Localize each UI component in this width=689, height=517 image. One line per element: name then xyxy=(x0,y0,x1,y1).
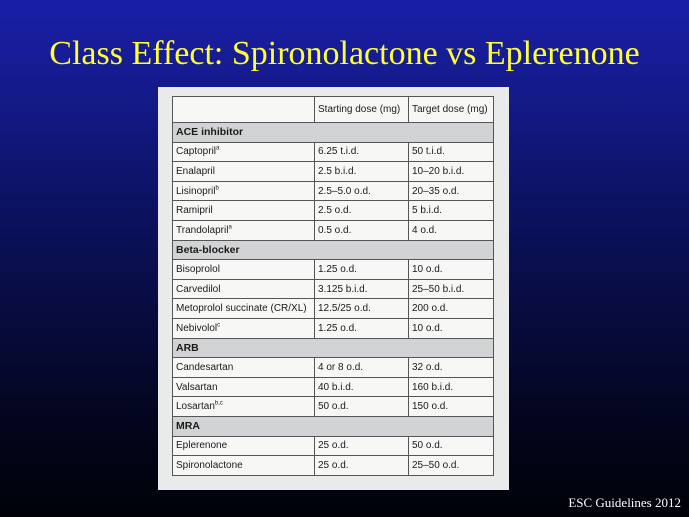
target-dose-cell: 160 b.i.d. xyxy=(409,377,494,397)
drug-cell xyxy=(173,436,315,456)
table-row xyxy=(173,318,494,338)
drug-name: Nebivolol xyxy=(176,322,218,334)
drug-name: Carvedilol xyxy=(176,283,221,295)
footnote-marker: a xyxy=(228,224,232,231)
drug-cell xyxy=(173,279,315,299)
header-target-dose: Target dose (mg) xyxy=(409,97,494,123)
drug-cell xyxy=(173,456,315,476)
header-starting-dose: Starting dose (mg) xyxy=(315,97,409,123)
target-dose-cell: 10–20 b.i.d. xyxy=(409,162,494,182)
starting-dose-cell: 2.5 b.i.d. xyxy=(315,162,409,182)
target-dose-cell: 25–50 b.i.d. xyxy=(409,279,494,299)
table-row xyxy=(173,181,494,201)
starting-dose-cell: 25 o.d. xyxy=(315,456,409,476)
drug-cell xyxy=(173,162,315,182)
footnote-marker: c xyxy=(217,322,221,329)
starting-dose-cell: 1.25 o.d. xyxy=(315,260,409,280)
drug-cell xyxy=(173,142,315,162)
footnote-marker: b,c xyxy=(214,400,223,407)
drug-cell xyxy=(173,377,315,397)
target-dose-cell: 4 o.d. xyxy=(409,220,494,240)
drug-name: Ramipril xyxy=(176,205,213,217)
drug-cell xyxy=(173,358,315,378)
dose-table xyxy=(172,96,494,476)
header-drug xyxy=(173,97,315,123)
drug-name: Candesartan xyxy=(176,361,234,373)
drug-cell xyxy=(173,220,315,240)
drug-name: Losartan xyxy=(176,401,215,413)
drug-name: Trandolapril xyxy=(176,224,229,236)
drug-cell xyxy=(173,318,315,338)
target-dose-cell: 50 t.i.d. xyxy=(409,142,494,162)
drug-name: Enalapril xyxy=(176,165,215,177)
starting-dose-cell: 2.5 o.d. xyxy=(315,201,409,221)
drug-name: Lisinopril xyxy=(176,185,216,197)
starting-dose-cell: 25 o.d. xyxy=(315,436,409,456)
starting-dose-cell: 50 o.d. xyxy=(315,397,409,417)
drug-name: Captopril xyxy=(176,146,217,158)
starting-dose-cell: 6.25 t.i.d. xyxy=(315,142,409,162)
section-row xyxy=(173,240,494,260)
section-row xyxy=(173,416,494,436)
table-row xyxy=(173,358,494,378)
section-label: MRA xyxy=(173,416,494,436)
table-row xyxy=(173,436,494,456)
drug-cell xyxy=(173,201,315,221)
starting-dose-cell: 3.125 b.i.d. xyxy=(315,279,409,299)
drug-cell xyxy=(173,397,315,417)
table-row xyxy=(173,279,494,299)
section-label: ARB xyxy=(173,338,494,358)
footnote-marker: a xyxy=(216,146,220,153)
starting-dose-cell: 4 or 8 o.d. xyxy=(315,358,409,378)
table-row xyxy=(173,142,494,162)
drug-name: Spironolactone xyxy=(176,459,243,471)
drug-cell xyxy=(173,299,315,319)
section-label: Beta-blocker xyxy=(173,240,494,260)
target-dose-cell: 20–35 o.d. xyxy=(409,181,494,201)
drug-name: Metoprolol succinate (CR/XL) xyxy=(176,303,307,315)
target-dose-cell: 5 b.i.d. xyxy=(409,201,494,221)
starting-dose-cell: 0.5 o.d. xyxy=(315,220,409,240)
section-label: ACE inhibitor xyxy=(173,123,494,143)
drug-cell xyxy=(173,181,315,201)
dose-table-image xyxy=(158,87,509,490)
target-dose-cell: 32 o.d. xyxy=(409,358,494,378)
table-header-row xyxy=(173,97,494,123)
section-row xyxy=(173,123,494,143)
drug-cell xyxy=(173,260,315,280)
target-dose-cell: 200 o.d. xyxy=(409,299,494,319)
starting-dose-cell: 2.5–5.0 o.d. xyxy=(315,181,409,201)
citation: ESC Guidelines 2012 xyxy=(568,495,681,510)
drug-name: Bisoprolol xyxy=(176,263,220,275)
slide-title: Class Effect: Spironolactone vs Eplerenone xyxy=(49,35,640,72)
starting-dose-cell: 40 b.i.d. xyxy=(315,377,409,397)
target-dose-cell: 50 o.d. xyxy=(409,436,494,456)
target-dose-cell: 150 o.d. xyxy=(409,397,494,417)
table-row xyxy=(173,260,494,280)
target-dose-cell: 25–50 o.d. xyxy=(409,456,494,476)
table-row xyxy=(173,397,494,417)
section-row xyxy=(173,338,494,358)
starting-dose-cell: 12.5/25 o.d. xyxy=(315,299,409,319)
table-row xyxy=(173,456,494,476)
table-row xyxy=(173,162,494,182)
table-body xyxy=(173,123,494,476)
table-row xyxy=(173,201,494,221)
table-row xyxy=(173,299,494,319)
target-dose-cell: 10 o.d. xyxy=(409,260,494,280)
drug-name: Eplerenone xyxy=(176,440,228,452)
drug-name: Valsartan xyxy=(176,381,218,393)
table-row xyxy=(173,377,494,397)
table-row xyxy=(173,220,494,240)
starting-dose-cell: 1.25 o.d. xyxy=(315,318,409,338)
footnote-marker: b xyxy=(215,185,219,192)
target-dose-cell: 10 o.d. xyxy=(409,318,494,338)
